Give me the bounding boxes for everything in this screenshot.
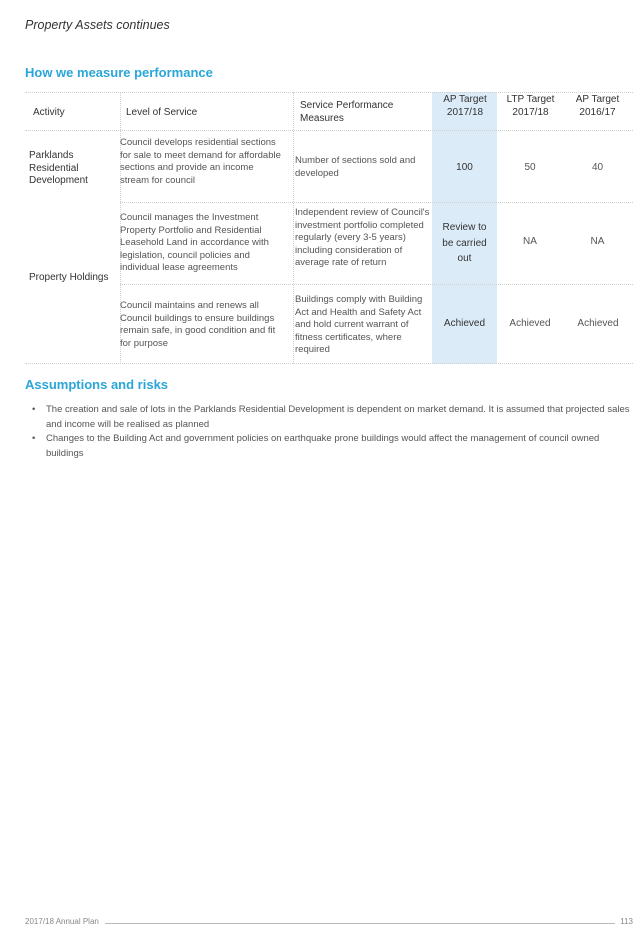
ap-target-2017-18-row-1: 100 xyxy=(456,162,473,173)
header-ltp-target-2017-18: LTP Target 2017/18 xyxy=(506,94,555,118)
bullet-marker: • xyxy=(32,433,36,444)
measure-row-1: Number of sections sold and developed xyxy=(295,155,416,179)
measure-row-2: Independent review of Council's investment portfolio completed regularly (every 3-5 years) including consideration of average rate of return xyxy=(295,207,430,269)
header-ap-target-2016-17: AP Target 2016/17 xyxy=(575,94,620,118)
measure-row-3: Buildings comply with Building Act and Health and Safety Act and hold current warrant of fitness certificates, where required xyxy=(295,294,423,356)
header-activity: Activity xyxy=(33,107,65,118)
bullet-text: The creation and sale of lots in the Parklands Residential Development is dependent on market demand. It is assumed that projected sales and income will be realised as planned xyxy=(46,404,630,430)
table-bottom-rule xyxy=(25,363,633,364)
ap-target-2017-18-row-2: Review to be carried out xyxy=(442,222,487,264)
ltp-target-2017-18-row-1: 50 xyxy=(524,162,536,173)
header-rule xyxy=(25,130,633,131)
ap-target-2016-17-row-3: Achieved xyxy=(577,318,619,329)
ap-target-2016-17-row-2: NA xyxy=(590,236,605,247)
running-head: Property Assets continues xyxy=(25,18,170,32)
page-footer xyxy=(25,917,633,929)
activity-parklands: Parklands Residential Development xyxy=(29,150,88,186)
bullet-marker: • xyxy=(32,404,36,415)
performance-table xyxy=(25,92,633,364)
ltp-target-2017-18-row-2: NA xyxy=(523,236,537,247)
level-of-service-row-2: Council manages the Investment Property Portfolio and Residential Leasehold Land in accordance with legislation, council policies and individual lease agreements xyxy=(120,212,269,274)
heading-assumptions-and-risks: Assumptions and risks xyxy=(25,377,169,392)
level-of-service-row-3: Council maintains and renews all Council buildings to ensure buildings remain safe, in good condition and fit for purpose xyxy=(120,300,276,349)
row-rule-2 xyxy=(120,284,633,285)
ltp-target-2017-18-row-3: Achieved xyxy=(509,318,551,329)
list-item xyxy=(32,432,630,461)
header-level-of-service: Level of Service xyxy=(126,107,198,118)
header-ap-target-2017-18: AP Target 2017/18 xyxy=(443,94,487,118)
bullet-text: Changes to the Building Act and government policies on earthquake prone buildings would affect the management of council owned buildings xyxy=(46,433,600,459)
level-of-service-row-1: Council develops residential sections for sale to meet demand for affordable sections and provide an income stream for council xyxy=(120,137,281,186)
list-item xyxy=(32,403,630,432)
page-number: 113 xyxy=(620,917,633,926)
footer-document-title: 2017/18 Annual Plan xyxy=(25,917,99,926)
col-rule-2 xyxy=(293,92,294,364)
ap-target-2017-18-row-3: Achieved xyxy=(443,318,486,329)
assumptions-list xyxy=(32,403,630,461)
row-rule-1 xyxy=(120,202,633,203)
table-top-rule xyxy=(25,92,633,93)
ap-target-2016-17-row-1: 40 xyxy=(591,162,604,173)
heading-measure-performance: How we measure performance xyxy=(25,65,213,80)
activity-property-holdings: Property Holdings xyxy=(29,272,109,283)
header-service-performance-measures: Service Performance Measures xyxy=(300,100,394,124)
footer-rule xyxy=(105,923,615,924)
